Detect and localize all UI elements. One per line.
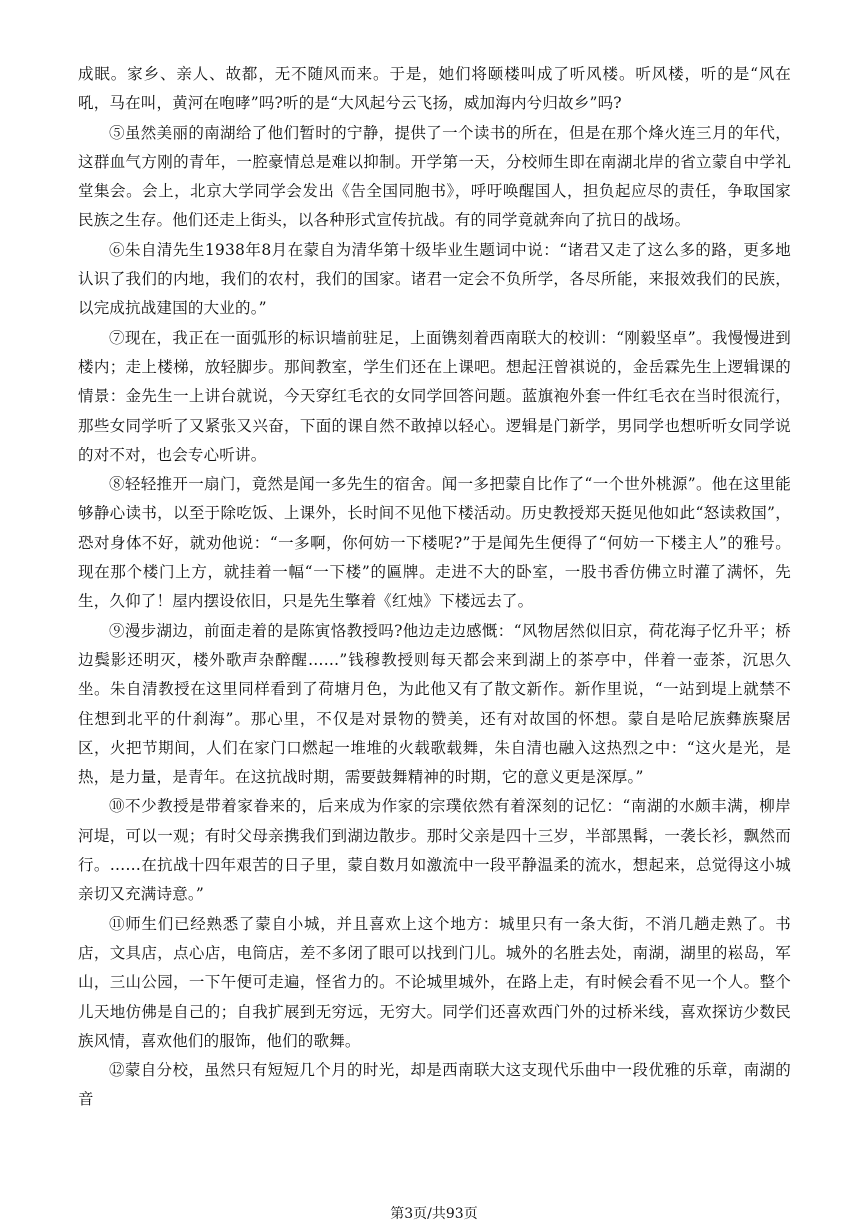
document-body <box>78 60 791 1115</box>
paragraph-continued: 成眠。家乡、亲人、故都，无不随风而来。于是，她们将颐楼叫成了听风楼。听风楼，听的是“风在吼，马在叫，黄河在咆哮”吗?听的是“大风起兮云飞扬，威加海内兮归故乡”吗? <box>78 65 791 113</box>
paragraph-11: ⑪师生们已经熟悉了蒙自小城，并且喜欢上这个地方：城里只有一条大街，不消几趟走熟了。书店，文具店，点心店，电筒店，差不多闭了眼可以找到门儿。城外的名胜去处，南湖，湖里的崧岛，军山，三山公园，一下午便可走遍，怪省力的。不论城里城外，在路上走，有时候会看不见一个人。整个儿天地仿佛是自己的；自我扩展到无穷远，无穷大。同学们还喜欢西门外的过桥米线，喜欢探访少数民族风情，喜欢他们的服饰，他们的歌舞。 <box>78 914 791 1050</box>
paragraph-7: ⑦现在，我正在一面弧形的标识墙前驻足，上面镌刻着西南联大的校训：“刚毅坚卓”。我慢慢进到楼内；走上楼梯，放轻脚步。那间教室，学生们还在上课吧。想起汪曾祺说的，金岳霖先生上逻辑课的情景：金先生一上讲台就说，今天穿红毛衣的女同学回答问题。蓝旗袍外套一件红毛衣在当时很流行，那些女同学听了又紧张又兴奋，下面的课自然不敢掉以轻心。逻辑是门新学，男同学也想听听女同学说的对不对，也会专心听讲。 <box>78 328 791 464</box>
paragraph-9: ⑨漫步湖边，前面走着的是陈寅恪教授吗?他边走边感慨：“风物居然似旧京，荷花海子忆升平；桥边鬓影还明灭，楼外歌声杂醉醒……”钱穆教授则每天都会来到湖上的茶亭中，伴着一壶茶，沉思久坐。朱自清教授在这里同样看到了荷塘月色，为此他又有了散文新作。新作里说，“一站到堤上就禁不住想到北平的什刹海”。那心里，不仅是对景物的赞美，还有对故国的怀想。蒙自是哈尼族彝族聚居区，火把节期间，人们在家门口燃起一堆堆的火载歌载舞，朱自清也融入这热烈之中：“这火是光，是热，是力量，是青年。在这抗战时期，需要鼓舞精神的时期，它的意义更是深厚。” <box>78 621 791 787</box>
paragraph-6: ⑥朱自清先生1938年8月在蒙自为清华第十级毕业生题词中说：“诸君又走了这么多的路，更多地认识了我们的内地，我们的农村，我们的国家。诸君一定会不负所学，各尽所能，来报效我们的民族，以完成抗战建国的大业的。” <box>78 240 791 318</box>
page-footer <box>0 1205 868 1223</box>
paragraph-5: ⑤虽然美丽的南湖给了他们暂时的宁静，提供了一个读书的所在，但是在那个烽火连三月的年代，这群血气方刚的青年，一腔豪情总是难以抑制。开学第一天，分校师生即在南湖北岸的省立蒙自中学礼堂集会。会上，北京大学同学会发出《告全国同胞书》，呼吁唤醒国人，担负起应尽的责任，争取国家民族之生存。他们还走上街头，以各种形式宣传抗战。有的同学竟就奔向了抗日的战场。 <box>78 123 791 230</box>
paragraph-8: ⑧轻轻推开一扇门，竟然是闻一多先生的宿舍。闻一多把蒙自比作了“一个世外桃源”。他在这里能够静心读书，以至于除吃饭、上课外，长时间不见他下楼活动。历史教授郑天挺见他如此“怒读救国”，恐对身体不好，就劝他说：“一多啊，你何妨一下楼呢?”于是闻先生便得了“何妨一下楼主人”的雅号。现在那个楼门上方，就挂着一幅“一下楼”的匾牌。走进不大的卧室，一股书香仿佛立时灌了满怀，先生，久仰了！屋内摆设依旧，只是先生擎着《红烛》下楼远去了。 <box>78 475 791 611</box>
page-number-label: 第3页/共93页 <box>390 1206 478 1222</box>
paragraph-12: ⑫蒙自分校，虽然只有短短几个月的时光，却是西南联大这支现代乐曲中一段优雅的乐章，南湖的音 <box>78 1061 791 1109</box>
paragraph-10: ⑩不少教授是带着家眷来的，后来成为作家的宗璞依然有着深刻的记忆：“南湖的水颇丰满，柳岸河堤，可以一观；有时父母亲携我们到湖边散步。那时父亲是四十三岁，半部黑髯，一袭长衫，飘然而行。……在抗战十四年艰苦的日子里，蒙自数月如激流中一段平静温柔的流水，想起来，总觉得这小城亲切又充满诗意。” <box>78 797 791 904</box>
